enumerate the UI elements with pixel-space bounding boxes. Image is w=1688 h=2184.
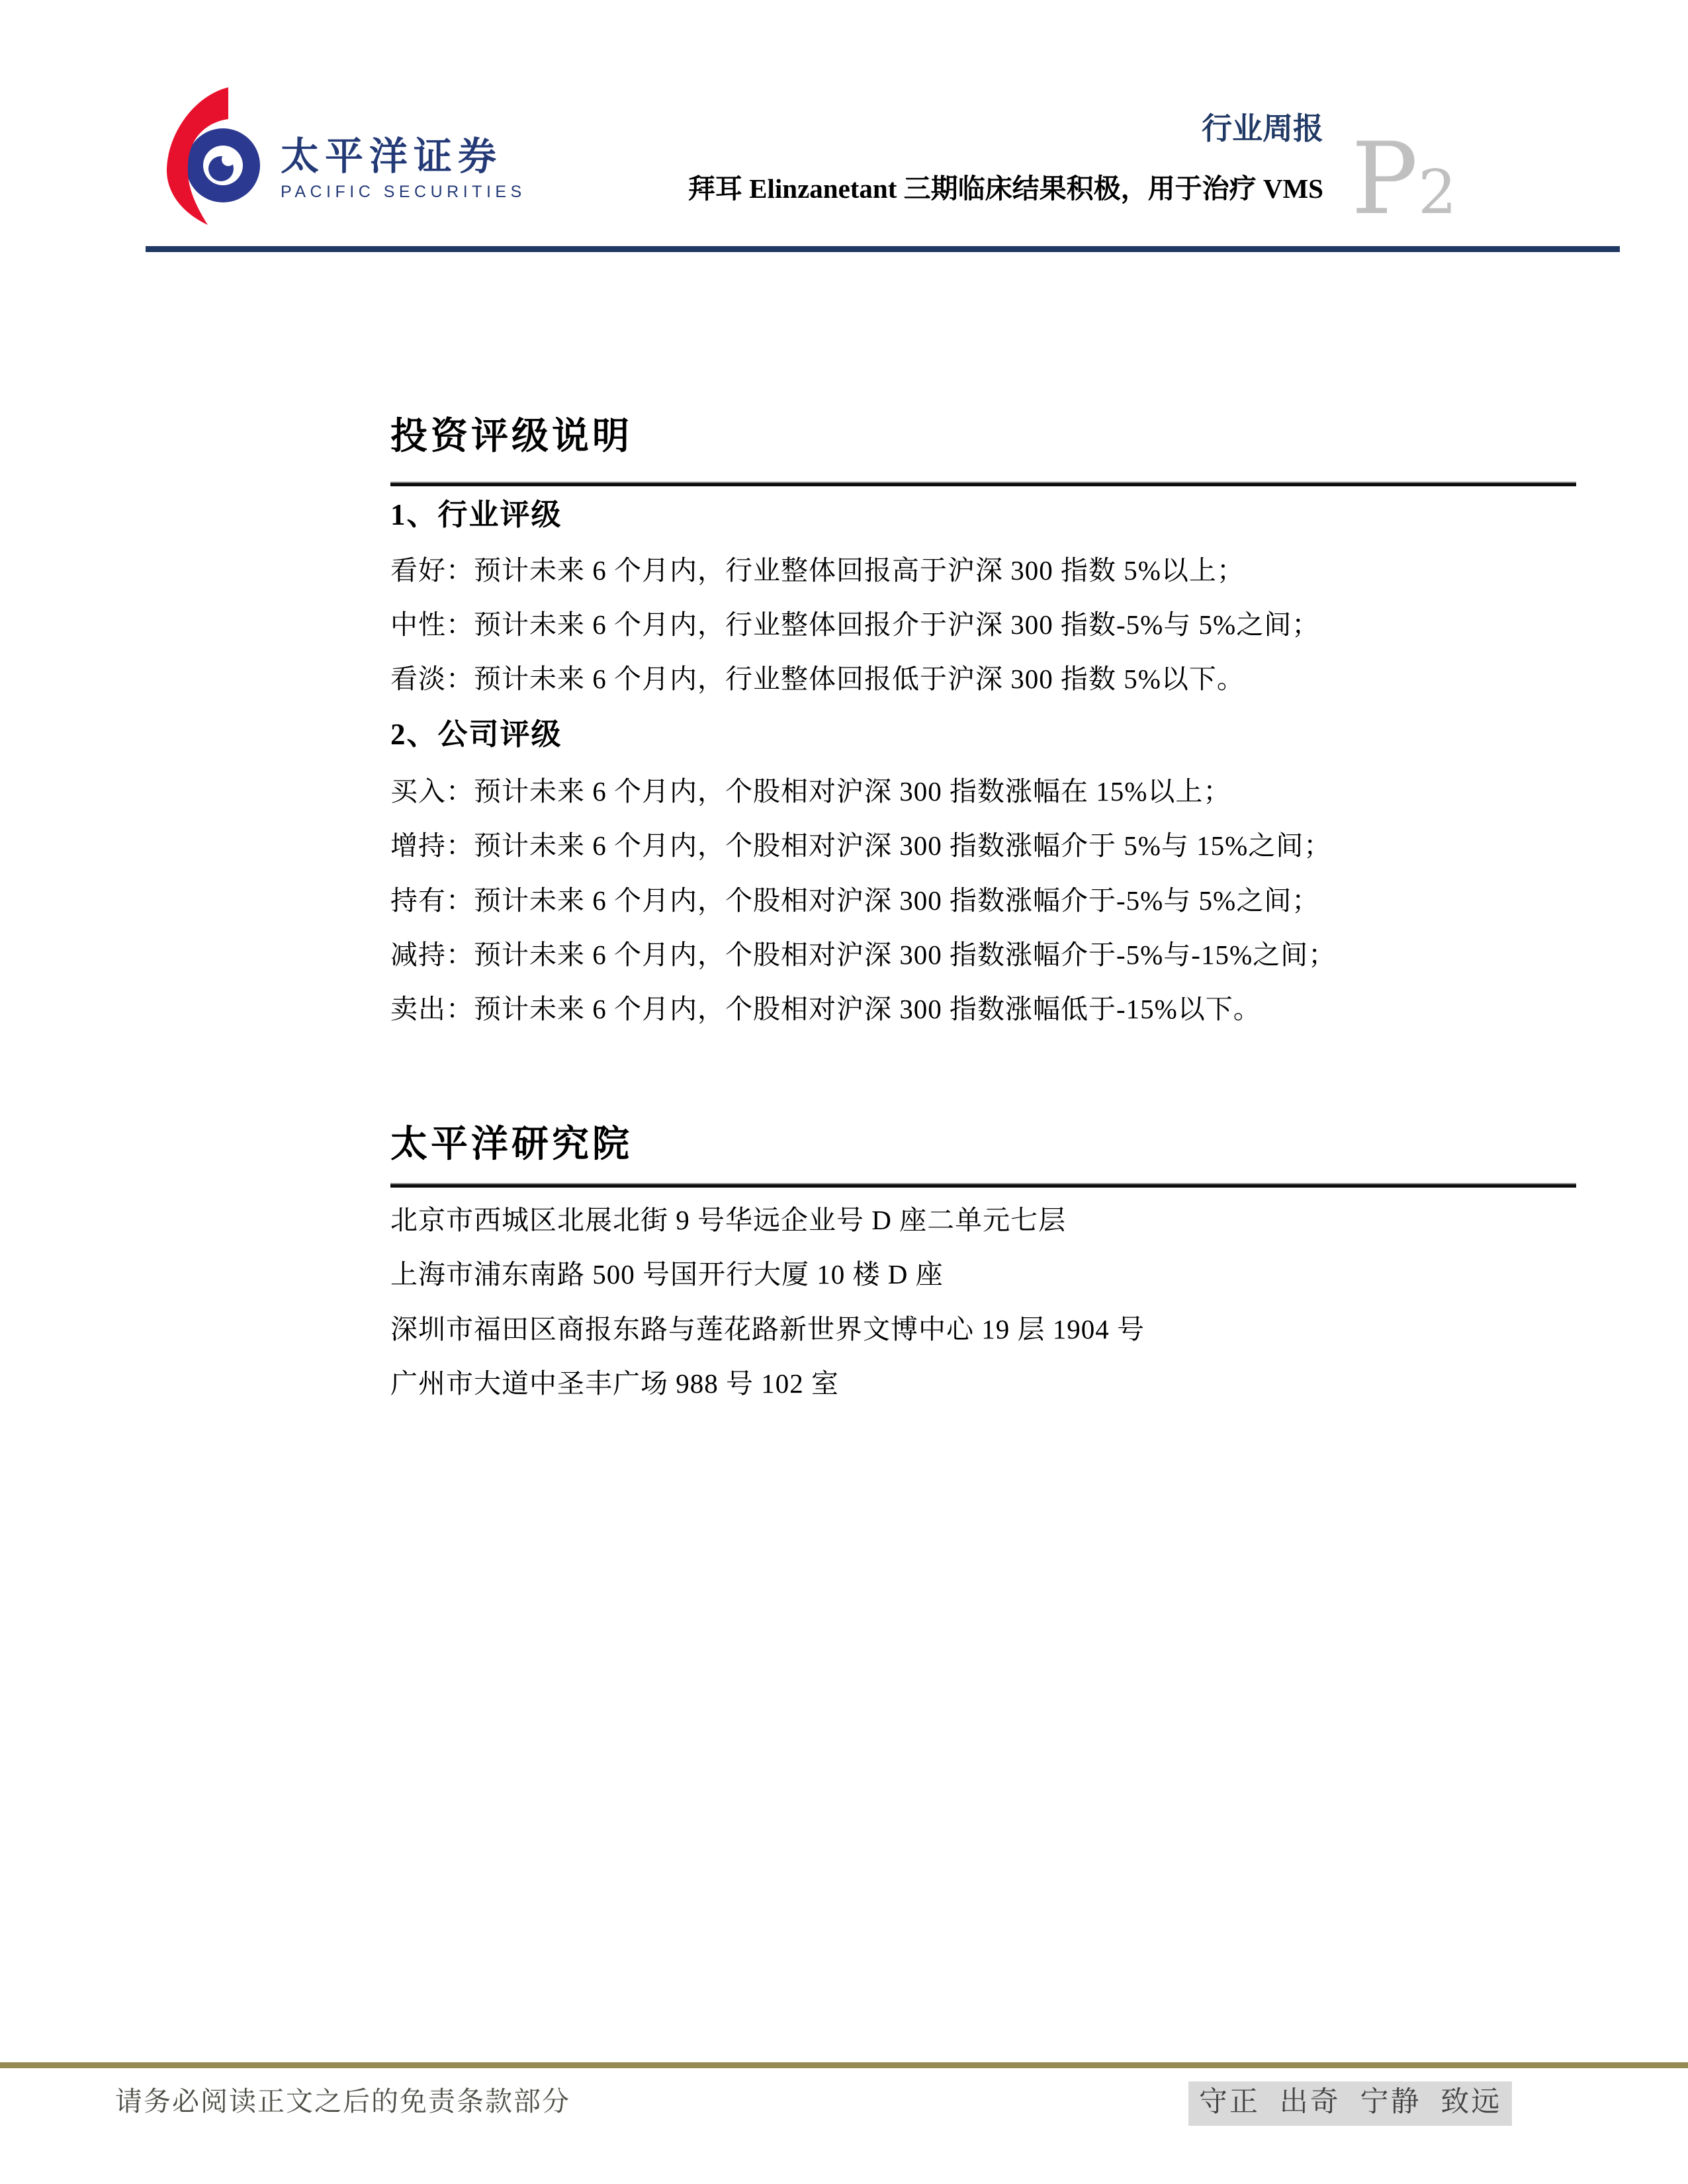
rating-section-title: 投资评级说明: [390, 416, 633, 457]
rating-line: 看好：预计未来 6 个月内，行业整体回报高于沪深 300 指数 5%以上；: [390, 555, 1245, 586]
report-type-label: 行业周报: [1202, 112, 1323, 146]
footer-motto: 守正 出奇 宁静 致远: [1188, 2081, 1512, 2126]
rating-line: 减持：预计未来 6 个月内，个股相对沪深 300 指数涨幅介于-5%与-15%之间；: [390, 939, 1337, 970]
footer-divider: [0, 2062, 1688, 2068]
address-line: 北京市西城区北展北街 9 号华远企业号 D 座二单元七层: [390, 1205, 1067, 1235]
report-title: 拜耳 Elinzanetant 三期临床结果积极，用于治疗 VMS: [688, 173, 1323, 204]
rating-line: 中性：预计未来 6 个月内，行业整体回报介于沪深 300 指数-5%与 5%之间；: [390, 609, 1320, 640]
page-number: [1351, 122, 1457, 237]
institute-section-divider: [390, 1183, 1576, 1188]
address-line: 广州市大道中圣丰广场 988 号 102 室: [390, 1368, 839, 1399]
rating-section-divider: [390, 482, 1576, 486]
header-divider: [146, 246, 1620, 252]
logo-company-name: 太平洋证券: [281, 135, 503, 178]
rating-line: 卖出：预计未来 6 个月内，个股相对沪深 300 指数涨幅低于-15%以下。: [390, 994, 1261, 1024]
pacific-securities-logo-icon: [159, 86, 265, 228]
rating-line: 增持：预计未来 6 个月内，个股相对沪深 300 指数涨幅介于 5%与 15%之间；: [390, 830, 1332, 861]
page-number-value: 2: [1417, 157, 1457, 228]
rating-line: 买入：预计未来 6 个月内，个股相对沪深 300 指数涨幅在 15%以上；: [390, 776, 1231, 807]
industry-rating-heading: 1、行业评级: [390, 498, 562, 531]
institute-section-title: 太平洋研究院: [390, 1124, 633, 1165]
address-line: 深圳市福田区商报东路与莲花路新世界文博中心 19 层 1904 号: [390, 1314, 1145, 1344]
address-line: 上海市浦东南路 500 号国开行大厦 10 楼 D 座: [390, 1259, 944, 1289]
footer-disclaimer: 请务必阅读正文之后的免责条款部分: [115, 2086, 570, 2117]
rating-line: 持有：预计未来 6 个月内，个股相对沪深 300 指数涨幅介于-5%与 5%之间；: [390, 885, 1320, 916]
rating-line: 看淡：预计未来 6 个月内，行业整体回报低于沪深 300 指数 5%以下。: [390, 664, 1245, 694]
page-number-prefix: P: [1351, 122, 1418, 237]
logo-wordmark: [281, 135, 526, 201]
logo-company-name-en: PACIFIC SECURITIES: [281, 183, 526, 201]
company-rating-heading: 2、公司评级: [390, 718, 562, 751]
